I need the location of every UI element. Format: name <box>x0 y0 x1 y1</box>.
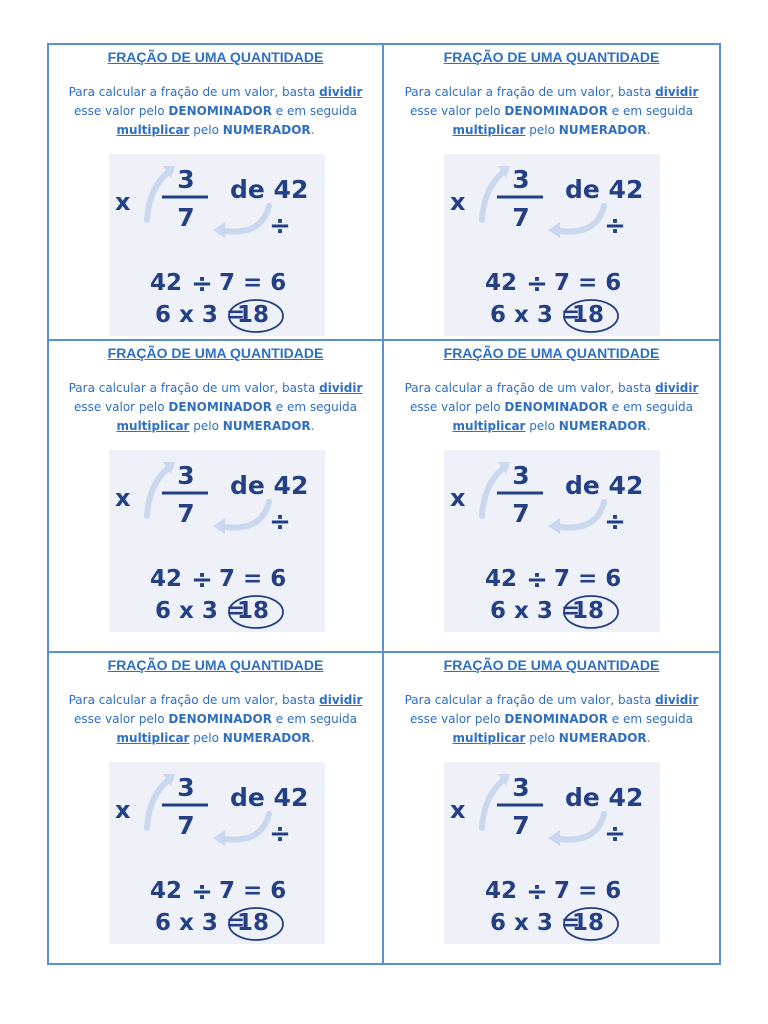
card <box>47 43 384 341</box>
step1-dividend: 42 <box>149 566 183 592</box>
keyword-numerador: NUMERADOR <box>558 123 647 137</box>
keyword-numerador: NUMERADOR <box>558 419 647 433</box>
fraction-denominator: 7 <box>177 499 195 528</box>
arrow-head-icon <box>548 830 560 846</box>
arrow-head-icon <box>213 830 225 846</box>
text: esse valor pelo <box>409 400 505 414</box>
fraction-numerator: 3 <box>512 773 530 802</box>
step1-result: 7 = 6 <box>554 270 622 296</box>
divide-icon: ÷ <box>191 269 213 299</box>
text: Para calcular a fração de um valor, basta <box>68 693 320 707</box>
text: esse valor pelo <box>409 712 505 726</box>
keyword-denominador: DENOMINADOR <box>168 400 272 414</box>
keyword-multiplicar: multiplicar <box>452 419 526 433</box>
fraction-numerator: 3 <box>177 461 195 490</box>
example-image <box>109 762 325 944</box>
fraction-numerator: 3 <box>177 773 195 802</box>
card-instructions <box>55 691 376 748</box>
final-result: 18 <box>236 302 270 328</box>
text: e em seguida <box>607 104 694 118</box>
step2-expression: 6 x 3 = <box>490 302 581 328</box>
text: esse valor pelo <box>409 104 505 118</box>
card-title: FRAÇÃO DE UMA QUANTIDADE <box>443 345 660 361</box>
arrow-curve-icon <box>554 814 604 840</box>
fraction-numerator: 3 <box>177 165 195 194</box>
card <box>384 341 721 653</box>
example-diagram <box>109 762 325 944</box>
arrow-up-icon <box>147 466 171 516</box>
arrow-curve-icon <box>219 206 269 232</box>
text: e em seguida <box>271 400 358 414</box>
example-image <box>444 154 660 336</box>
text: pelo <box>525 419 559 433</box>
de-quantity: de 42 <box>565 175 644 204</box>
divide-icon: ÷ <box>191 565 213 595</box>
text: . <box>310 123 315 137</box>
example-diagram <box>444 762 660 944</box>
example-diagram <box>444 450 660 632</box>
keyword-dividir: dividir <box>319 693 363 707</box>
text: . <box>310 731 315 745</box>
text: esse valor pelo <box>73 400 169 414</box>
card-title: FRAÇÃO DE UMA QUANTIDADE <box>107 657 324 673</box>
step1-dividend: 42 <box>484 878 518 904</box>
text: Para calcular a fração de um valor, basta <box>404 85 656 99</box>
text: Para calcular a fração de um valor, basta <box>404 381 656 395</box>
text: pelo <box>525 731 559 745</box>
card-instructions <box>390 691 713 748</box>
example-diagram <box>109 450 325 632</box>
keyword-dividir: dividir <box>319 85 363 99</box>
card-instructions <box>390 379 713 436</box>
card-title: FRAÇÃO DE UMA QUANTIDADE <box>107 49 324 65</box>
example-diagram <box>109 154 325 336</box>
text: pelo <box>189 419 223 433</box>
card-title: FRAÇÃO DE UMA QUANTIDADE <box>443 657 660 673</box>
keyword-multiplicar: multiplicar <box>452 731 526 745</box>
fraction-denominator: 7 <box>177 203 195 232</box>
example-diagram <box>444 154 660 336</box>
de-quantity: de 42 <box>565 471 644 500</box>
keyword-multiplicar: multiplicar <box>116 419 190 433</box>
final-result: 18 <box>571 598 605 624</box>
keyword-multiplicar: multiplicar <box>116 123 190 137</box>
step2-expression: 6 x 3 = <box>155 910 246 936</box>
card-instructions <box>55 83 376 140</box>
keyword-numerador: NUMERADOR <box>222 731 311 745</box>
card <box>47 653 384 965</box>
example-image <box>444 450 660 632</box>
de-quantity: de 42 <box>230 783 309 812</box>
de-quantity: de 42 <box>565 783 644 812</box>
text: pelo <box>189 731 223 745</box>
divide-icon: ÷ <box>604 211 626 241</box>
step2-expression: 6 x 3 = <box>155 302 246 328</box>
text: Para calcular a fração de um valor, basta <box>404 693 656 707</box>
fraction-denominator: 7 <box>512 811 530 840</box>
text: . <box>646 731 651 745</box>
divide-icon: ÷ <box>526 877 548 907</box>
arrow-head-icon <box>213 222 225 238</box>
final-result: 18 <box>236 910 270 936</box>
text: e em seguida <box>271 104 358 118</box>
example-image <box>444 762 660 944</box>
step1-result: 7 = 6 <box>219 566 287 592</box>
card-instructions <box>55 379 376 436</box>
step1-result: 7 = 6 <box>554 878 622 904</box>
keyword-denominador: DENOMINADOR <box>504 400 608 414</box>
final-result: 18 <box>571 910 605 936</box>
de-quantity: de 42 <box>230 175 309 204</box>
example-image <box>109 154 325 336</box>
step1-result: 7 = 6 <box>219 270 287 296</box>
arrow-up-icon <box>147 778 171 828</box>
times-sign: x <box>450 188 466 216</box>
keyword-denominador: DENOMINADOR <box>504 712 608 726</box>
fraction-numerator: 3 <box>512 165 530 194</box>
arrow-curve-icon <box>219 502 269 528</box>
arrow-curve-icon <box>554 206 604 232</box>
cards-grid <box>47 43 721 965</box>
step1-dividend: 42 <box>484 270 518 296</box>
keyword-multiplicar: multiplicar <box>116 731 190 745</box>
keyword-denominador: DENOMINADOR <box>168 104 272 118</box>
arrow-up-icon <box>482 778 506 828</box>
keyword-dividir: dividir <box>655 381 699 395</box>
text: Para calcular a fração de um valor, basta <box>68 85 320 99</box>
divide-icon: ÷ <box>269 819 291 849</box>
keyword-numerador: NUMERADOR <box>222 419 311 433</box>
divide-icon: ÷ <box>269 211 291 241</box>
final-result: 18 <box>571 302 605 328</box>
arrow-up-icon <box>482 466 506 516</box>
text: e em seguida <box>607 400 694 414</box>
text: pelo <box>525 123 559 137</box>
divide-icon: ÷ <box>526 269 548 299</box>
example-image <box>109 450 325 632</box>
card <box>47 341 384 653</box>
fraction-denominator: 7 <box>512 203 530 232</box>
keyword-multiplicar: multiplicar <box>452 123 526 137</box>
text: esse valor pelo <box>73 712 169 726</box>
text: . <box>310 419 315 433</box>
text: e em seguida <box>607 712 694 726</box>
divide-icon: ÷ <box>269 507 291 537</box>
text: . <box>646 419 651 433</box>
keyword-denominador: DENOMINADOR <box>168 712 272 726</box>
times-sign: x <box>115 796 131 824</box>
times-sign: x <box>115 484 131 512</box>
arrow-head-icon <box>548 222 560 238</box>
de-quantity: de 42 <box>230 471 309 500</box>
step1-dividend: 42 <box>149 270 183 296</box>
keyword-dividir: dividir <box>319 381 363 395</box>
divide-icon: ÷ <box>526 565 548 595</box>
text: Para calcular a fração de um valor, basta <box>68 381 320 395</box>
times-sign: x <box>115 188 131 216</box>
card-title: FRAÇÃO DE UMA QUANTIDADE <box>443 49 660 65</box>
arrow-head-icon <box>213 518 225 534</box>
keyword-dividir: dividir <box>655 693 699 707</box>
card-title: FRAÇÃO DE UMA QUANTIDADE <box>107 345 324 361</box>
times-sign: x <box>450 484 466 512</box>
arrow-head-icon <box>548 518 560 534</box>
divide-icon: ÷ <box>191 877 213 907</box>
text: esse valor pelo <box>73 104 169 118</box>
step1-dividend: 42 <box>484 566 518 592</box>
divide-icon: ÷ <box>604 507 626 537</box>
final-result: 18 <box>236 598 270 624</box>
fraction-numerator: 3 <box>512 461 530 490</box>
arrow-curve-icon <box>554 502 604 528</box>
fraction-denominator: 7 <box>177 811 195 840</box>
keyword-denominador: DENOMINADOR <box>504 104 608 118</box>
step1-result: 7 = 6 <box>554 566 622 592</box>
card-instructions <box>390 83 713 140</box>
step1-result: 7 = 6 <box>219 878 287 904</box>
keyword-numerador: NUMERADOR <box>222 123 311 137</box>
arrow-up-icon <box>147 170 171 220</box>
text: . <box>646 123 651 137</box>
card <box>384 43 721 341</box>
step2-expression: 6 x 3 = <box>490 598 581 624</box>
fraction-denominator: 7 <box>512 499 530 528</box>
text: e em seguida <box>271 712 358 726</box>
arrow-curve-icon <box>219 814 269 840</box>
text: pelo <box>189 123 223 137</box>
step1-dividend: 42 <box>149 878 183 904</box>
keyword-dividir: dividir <box>655 85 699 99</box>
times-sign: x <box>450 796 466 824</box>
divide-icon: ÷ <box>604 819 626 849</box>
keyword-numerador: NUMERADOR <box>558 731 647 745</box>
step2-expression: 6 x 3 = <box>155 598 246 624</box>
card <box>384 653 721 965</box>
arrow-up-icon <box>482 170 506 220</box>
step2-expression: 6 x 3 = <box>490 910 581 936</box>
